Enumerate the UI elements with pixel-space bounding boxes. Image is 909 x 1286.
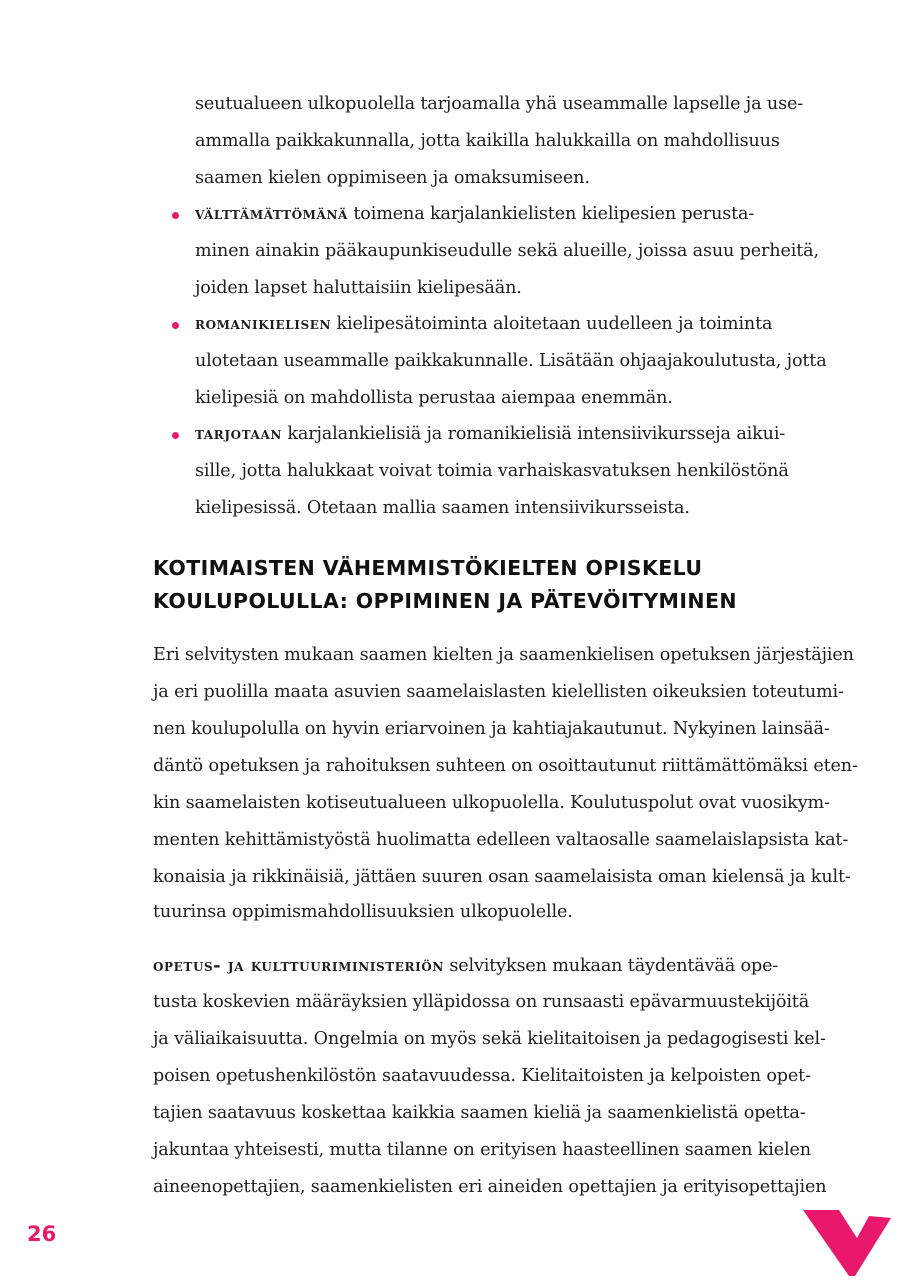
paragraph-line: tajien saatavuus koskettaa kaikkia saamen kieliä ja saamenkielistä opetta- [153,1103,806,1123]
pink-dot-bullet-icon [172,212,179,219]
paragraph-line: nen koulupolulla on hyvin eriarvoinen ja kahtiajakautunut. Nykyinen lainsää- [153,719,830,739]
bullet-line: minen ainakin pääkaupunkiseudulle sekä alueille, joissa asuu perheitä, [195,241,819,261]
bullet-line: sille, jotta halukkaat voivat toimia varhaiskasvatuksen henkilöstönä [195,461,789,481]
bullet-line: joiden lapset haluttaisiin kielipesään. [195,278,522,298]
intro-line: seutualueen ulkopuolella tarjoamalla yhä useammalle lapselle ja use- [195,94,804,114]
paragraph-line: jakuntaa yhteisesti, mutta tilanne on erityisen haasteellinen saamen kielen [153,1140,811,1160]
paragraph-line: poisen opetushenkilöstön saatavuudessa. Kielitaitoisten ja kelpoisten opet- [153,1066,811,1086]
intro-line: ammalla paikkakunnalla, jotta kaikilla halukkailla on mahdollisuus [195,131,780,151]
paragraph-lead: opetus- ja kulttuuriministeriön [153,955,444,976]
bullet-lead: tarjotaan [195,423,282,444]
section-heading: KOTIMAISTEN VÄHEMMISTÖKIELTEN OPISKELU [153,556,703,580]
bullet-text: toimena karjalankielisten kielipesien perusta- [347,204,755,224]
paragraph-line: tuurinsa oppimismahdollisuuksien ulkopuolelle. [153,902,573,922]
paragraph-line: ja väliaikaisuutta. Ongelmia on myös sekä kielitaitoisen ja pedagogisesti kel- [153,1029,826,1049]
bullet-line [195,422,785,446]
paragraph-line: Eri selvitysten mukaan saamen kielten ja saamenkielisen opetuksen järjestäjien [153,645,854,665]
paragraph-line: kin saamelaisten kotiseutualueen ulkopuolella. Koulutuspolut ovat vuosikym- [153,793,830,813]
bullet-line: kielipesissä. Otetaan mallia saamen intensiivikursseista. [195,498,690,518]
paragraph-line: ja eri puolilla maata asuvien saamelaislasten kielellisten oikeuksien toteutumi- [153,682,844,702]
bullet-lead: romanikielisen [195,313,332,334]
bullet-line: ulotetaan useammalle paikkakunnalle. Lisätään ohjaajakoulutusta, jotta [195,351,827,371]
pink-dot-bullet-icon [172,432,179,439]
paragraph-line: däntö opetuksen ja rahoituksen suhteen on osoittautunut riittämättömäksi eten- [153,756,858,776]
bullet-text: karjalankielisiä ja romanikielisiä intensiivikursseja aikui- [281,424,786,444]
intro-line: saamen kielen oppimiseen ja omaksumiseen. [195,168,590,188]
section-heading: KOULUPOLULLA: OPPIMINEN JA PÄTEVÖITYMINEN [153,589,737,613]
paragraph-line: konaisia ja rikkinäisiä, jättäen suuren osan saamelaisista oman kielensä ja kult- [153,867,851,887]
bullet-text: kielipesätoiminta aloitetaan uudelleen ja toiminta [331,314,773,334]
bullet-line [195,202,754,226]
paragraph-line: menten kehittämistyöstä huolimatta edelleen valtaosalle saamelaislapsista kat- [153,830,849,850]
paragraph-line: tusta koskevien määräyksien ylläpidossa on runsaasti epävarmuustekijöitä [153,992,810,1012]
pink-dot-bullet-icon [172,322,179,329]
paragraph-line [153,954,778,978]
bullet-lead: välttämättömänä [195,203,348,224]
page-number: 26 [27,1222,57,1246]
pink-v-logo-icon [803,1208,893,1278]
paragraph-text: selvityksen mukaan täydentävää ope- [443,956,779,976]
bullet-line: kielipesiä on mahdollista perustaa aiempaa enemmän. [195,388,673,408]
bullet-line [195,312,772,336]
paragraph-line: aineenopettajien, saamenkielisten eri aineiden opettajien ja erityisopettajien [153,1177,827,1197]
